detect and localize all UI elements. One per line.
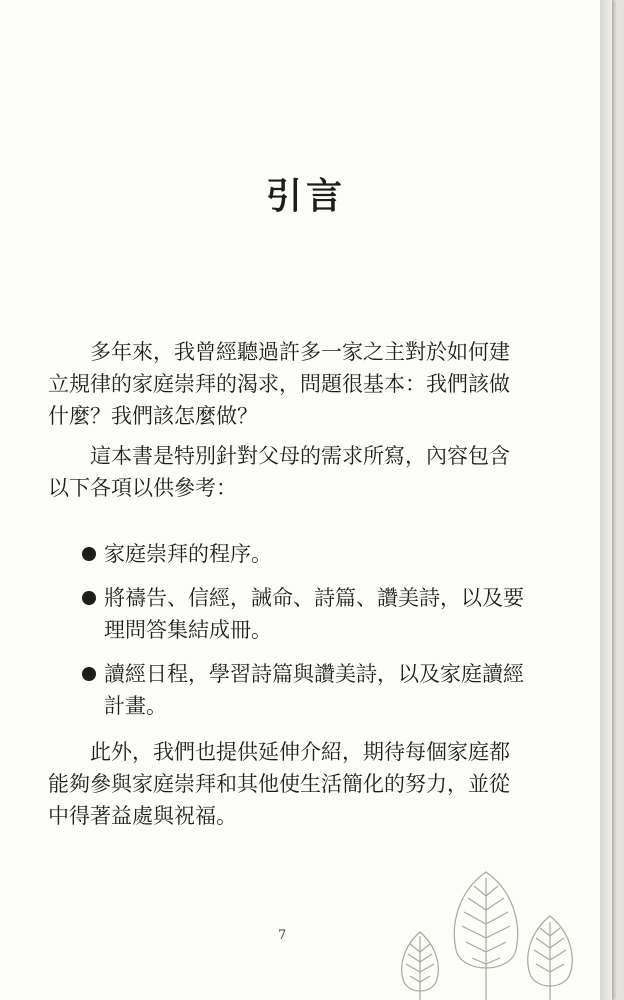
tree-icon [454,872,517,1000]
bullet-item-2: 將禱告、信經，誡命、詩篇、讚美詩，以及要理問答集結成冊。 [82,582,542,646]
tree-icon [528,916,572,1000]
page-title: 引言 [265,175,346,217]
intro-paragraph-1: 多年來，我曾經聽過許多一家之主對於如何建立規律的家庭崇拜的渴求，問題很基本：我們該做什麼？我們該怎麼做？ [48,340,510,428]
intro-paragraph-3: 此外，我們也提供延伸介紹，期待每個家庭都能夠參與家庭崇拜和其他使生活簡化的努力，並從中得著益處與祝福。 [48,740,510,828]
tree-illustration [390,866,612,1000]
bullet-item-1: 家庭崇拜的程序。 [82,538,542,570]
bullet-item-3: 讀經日程，學習詩篇與讚美詩，以及家庭讀經計畫。 [82,658,542,722]
intro-paragraph-2: 這本書是特別針對父母的需求所寫，內容包含以下各項以供參考： [48,444,510,500]
bullet-list [82,538,542,734]
page-edge [600,0,612,1000]
tree-icon [402,932,439,1000]
page-number: 7 [278,928,287,943]
